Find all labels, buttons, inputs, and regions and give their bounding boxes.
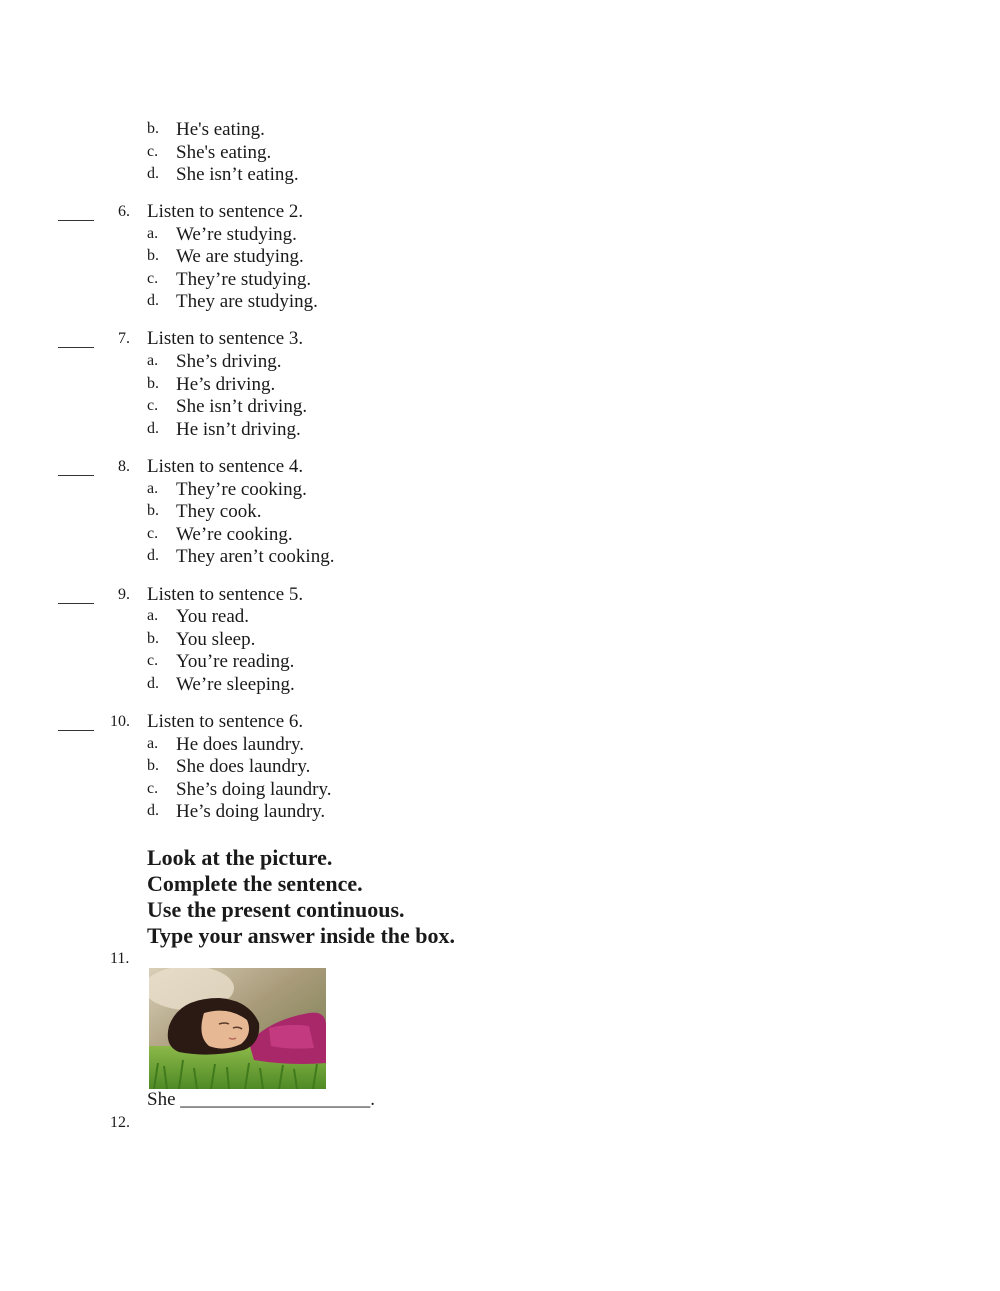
option-text: They aren’t cooking. — [176, 546, 335, 567]
item-11-sentence[interactable]: She ____________________. — [147, 1089, 375, 1110]
question-number: 8. — [118, 458, 130, 475]
question-prompt: Listen to sentence 2. — [147, 201, 304, 222]
option-letter: d. — [147, 165, 159, 182]
option-text: You read. — [176, 606, 250, 627]
option-text: We’re sleeping. — [176, 674, 295, 695]
option-letter: d. — [147, 802, 159, 819]
option-letter: c. — [147, 270, 159, 287]
question-prompt: Listen to sentence 4. — [147, 456, 304, 477]
option-letter: b. — [147, 630, 159, 647]
option-letter: a. — [147, 607, 159, 624]
option-text: She isn’t eating. — [176, 164, 299, 185]
option-text: He does laundry. — [176, 734, 305, 755]
option-letter: a. — [147, 225, 159, 242]
instruction-line: Complete the sentence. — [147, 871, 363, 896]
option-text: We are studying. — [176, 246, 304, 267]
question-prompt: Listen to sentence 5. — [147, 584, 304, 605]
option-letter: b. — [147, 120, 159, 137]
option-text: She does laundry. — [176, 756, 311, 777]
question-number: 6. — [118, 203, 130, 220]
instruction-line: Type your answer inside the box. — [147, 923, 456, 948]
option-text: He’s driving. — [176, 374, 276, 395]
option-letter: b. — [147, 247, 159, 264]
item-12-number: 12. — [110, 1114, 130, 1131]
option-letter: b. — [147, 757, 159, 774]
option-letter: a. — [147, 352, 159, 369]
option-text: He's eating. — [176, 119, 265, 140]
option-letter: c. — [147, 397, 159, 414]
instruction-line: Use the present continuous. — [147, 897, 405, 922]
option-text: He’s doing laundry. — [176, 801, 326, 822]
option-text: She’s driving. — [176, 351, 282, 372]
option-letter: d. — [147, 675, 159, 692]
option-letter: d. — [147, 547, 159, 564]
answer-blank[interactable] — [58, 347, 94, 348]
question-number: 10. — [110, 713, 130, 730]
option-text: They cook. — [176, 501, 262, 522]
answer-blank[interactable] — [58, 730, 94, 731]
option-letter: c. — [147, 652, 159, 669]
option-letter: a. — [147, 480, 159, 497]
option-text: She’s doing laundry. — [176, 779, 332, 800]
option-text: We’re studying. — [176, 224, 297, 245]
option-letter: d. — [147, 420, 159, 437]
option-text: They’re cooking. — [176, 479, 307, 500]
option-text: We’re cooking. — [176, 524, 293, 545]
sleeping-girl-photo — [149, 968, 326, 1089]
answer-blank[interactable] — [58, 603, 94, 604]
option-text: You’re reading. — [176, 651, 295, 672]
answer-blank[interactable] — [58, 220, 94, 221]
question-prompt: Listen to sentence 6. — [147, 711, 304, 732]
item-11-number: 11. — [110, 950, 130, 967]
option-text: You sleep. — [176, 629, 256, 650]
answer-blank[interactable] — [58, 475, 94, 476]
option-letter: b. — [147, 375, 159, 392]
question-number: 9. — [118, 586, 130, 603]
option-text: They are studying. — [176, 291, 318, 312]
option-letter: b. — [147, 502, 159, 519]
question-number: 7. — [118, 330, 130, 347]
option-text: They’re studying. — [176, 269, 312, 290]
option-letter: d. — [147, 292, 159, 309]
option-letter: c. — [147, 780, 159, 797]
option-text: She's eating. — [176, 142, 272, 163]
option-letter: c. — [147, 525, 159, 542]
instruction-line: Look at the picture. — [147, 845, 333, 870]
option-text: She isn’t driving. — [176, 396, 308, 417]
option-letter: a. — [147, 735, 159, 752]
question-prompt: Listen to sentence 3. — [147, 328, 304, 349]
option-letter: c. — [147, 143, 159, 160]
option-text: He isn’t driving. — [176, 419, 301, 440]
